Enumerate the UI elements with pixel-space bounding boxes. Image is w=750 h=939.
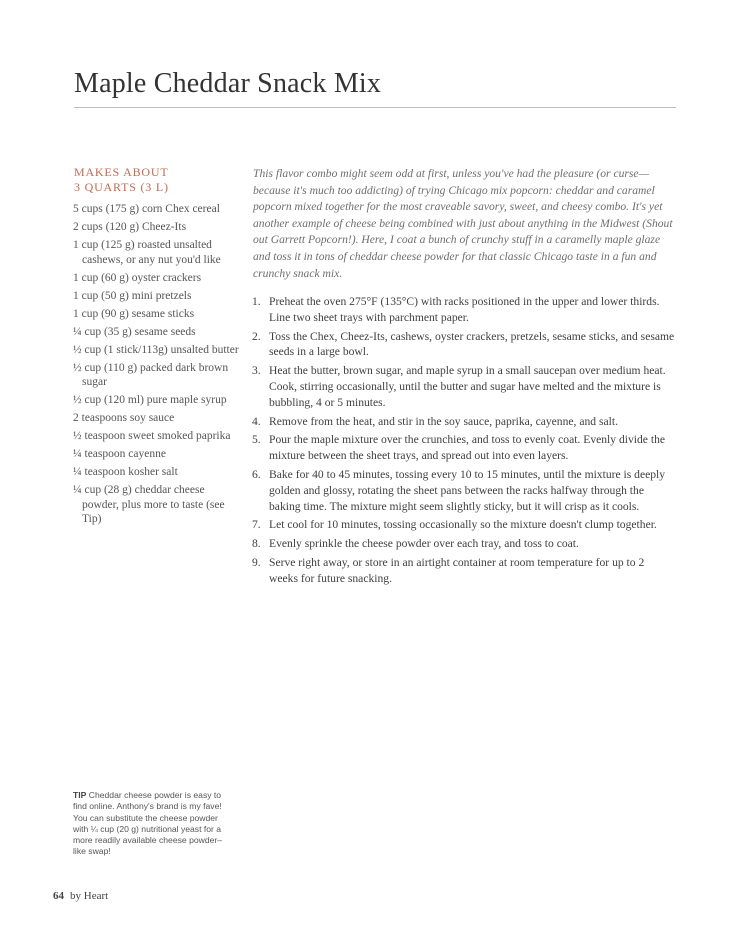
method-step: [252, 414, 676, 430]
step-number: 9.: [252, 555, 261, 569]
method-step: [252, 329, 676, 361]
method-step: [252, 467, 676, 514]
title-divider: [74, 107, 676, 108]
yield-line-2: 3 QUARTS (3 L): [74, 180, 169, 194]
ingredient-item: ½ cup (110 g) packed dark brown sugar: [73, 361, 229, 388]
step-number: 8.: [252, 537, 261, 551]
ingredient-item: 1 cup (50 g) mini pretzels: [73, 289, 192, 302]
ingredient-item: ½ cup (1 stick/113g) unsalted butter: [73, 343, 239, 356]
ingredient-item: 1 cup (60 g) oyster crackers: [73, 271, 202, 284]
step-text: Heat the butter, brown sugar, and maple syrup in a small saucepan over medium heat. Cook, stirring occasionally, until the butter and sugar have melted and the mixture is bubbling, 4 or 5 minutes.: [269, 364, 666, 409]
ingredient-item: ½ teaspoon sweet smoked paprika: [73, 430, 231, 442]
step-number: 4.: [252, 414, 261, 428]
method-steps: [252, 294, 676, 590]
ingredient-item: ¼ cup (28 g) cheddar cheese powder, plus more to taste (see Tip): [73, 484, 225, 525]
ingredient-list: [73, 202, 243, 530]
tip-label: TIP: [73, 790, 87, 800]
ingredient-item: ½ cup (120 ml) pure maple syrup: [73, 394, 227, 406]
method-step: [252, 432, 676, 464]
ingredient-item: 2 cups (120 g) Cheez-Its: [73, 221, 187, 233]
recipe-yield: [74, 165, 234, 195]
method-step: [252, 363, 676, 410]
yield-line-1: MAKES ABOUT: [74, 165, 169, 179]
step-number: 3.: [252, 364, 261, 378]
tip-text: Cheddar cheese powder is easy to find online. Anthony's brand is my fave! You can substitute the cheese powder with ¼ cup (20 g) nutritional yeast for a more readily available cheese powder–like swap!: [73, 790, 223, 857]
method-step: [252, 517, 676, 533]
step-number: 6.: [252, 467, 261, 481]
method-step: [252, 555, 676, 587]
step-text: Evenly sprinkle the cheese powder over each tray, and toss to coat.: [269, 537, 579, 551]
step-number: 7.: [252, 518, 261, 532]
tip-note: [73, 790, 233, 858]
step-text: Remove from the heat, and stir in the soy sauce, paprika, cayenne, and salt.: [269, 414, 618, 428]
step-text: Preheat the oven 275°F (135°C) with racks positioned in the upper and lower thirds. Line two sheet trays with parchment paper.: [269, 295, 660, 324]
method-step: [252, 536, 676, 552]
recipe-intro: This flavor combo might seem odd at first, unless you've had the pleasure (or curse—because it's much too addicting) of trying Chicago mix popcorn: cheddar and caramel popcorn mixed together for the most craveable savory, sweet, and cheesy combo. It's yet another example of cheese being combined with just about anything in the Midwest (Shout out Garrett Popcorn!). Here, I coat a bunch of crunchy stuff in a caramelly maple glaze and toss it in tons of cheddar cheese powder for that classic Chicago taste in a fun and crunchy snack mix.: [253, 167, 673, 280]
step-number: 5.: [252, 433, 261, 447]
page-footer: [53, 890, 108, 902]
step-text: Toss the Chex, Cheez-Its, cashews, oyster crackers, pretzels, sesame sticks, and sesame seeds in a large bowl.: [269, 329, 675, 359]
ingredient-item: 1 cup (125 g) roasted unsalted cashews, or any nut you'd like: [73, 239, 221, 266]
ingredient-item: 1 cup (90 g) sesame sticks: [73, 307, 195, 320]
ingredient-item: ¼ teaspoon cayenne: [73, 448, 166, 460]
ingredient-item: 5 cups (175 g) corn Chex cereal: [73, 203, 220, 215]
step-text: Let cool for 10 minutes, tossing occasionally so the mixture doesn't clump together.: [269, 518, 657, 532]
ingredient-item: 2 teaspoons soy sauce: [73, 412, 175, 424]
step-number: 1.: [252, 295, 261, 308]
step-text: Bake for 40 to 45 minutes, tossing every 10 to 15 minutes, until the mixture is deeply golden and glossy, rotating the sheet pans between the racks halfway through the baking time. The mixture might seem slightly sticky, but it will crisp as it cools.: [269, 467, 666, 513]
step-text: Serve right away, or store in an airtight container at room temperature for up to 2 weeks for future snacking.: [269, 555, 645, 585]
ingredient-item: ¼ cup (35 g) sesame seeds: [73, 325, 196, 338]
recipe-title: Maple Cheddar Snack Mix: [74, 68, 382, 99]
page-number: 64: [53, 890, 64, 902]
step-number: 2.: [252, 329, 261, 343]
ingredient-item: ¼ teaspoon kosher salt: [73, 466, 178, 478]
book-title: by Heart: [70, 890, 109, 902]
method-step: [252, 294, 676, 326]
step-text: Pour the maple mixture over the crunchies, and toss to evenly coat. Evenly divide the mixture between the sheet trays, and spread out into even layers.: [269, 433, 666, 463]
